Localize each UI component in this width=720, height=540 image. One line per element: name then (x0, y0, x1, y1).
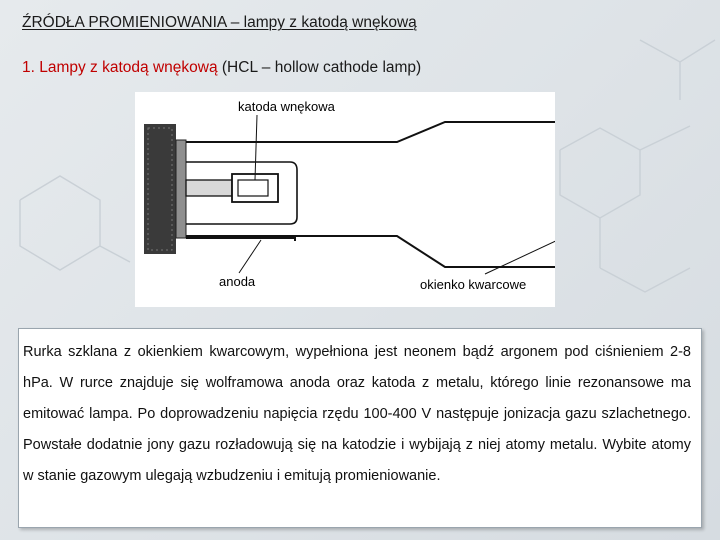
lamp-socket-ring (176, 140, 186, 238)
hollow-cathode-lamp-diagram (135, 92, 555, 307)
label-anode: anoda (219, 274, 256, 289)
slide-title: ŹRÓDŁA PROMIENIOWANIA – lampy z katodą wnękową (22, 14, 417, 31)
label-window: okienko kwarcowe (420, 277, 527, 292)
hollow-cathode-cavity (238, 180, 268, 196)
description-box (18, 328, 702, 528)
subtitle-main: 1. Lampy z katodą wnękową (22, 59, 218, 76)
leader-anode (239, 240, 261, 273)
label-cathode: katoda wnękowa (238, 99, 335, 114)
slide-subtitle (22, 59, 421, 77)
subtitle-english: (HCL – hollow cathode lamp) (217, 59, 422, 76)
cathode-support (186, 180, 232, 196)
leader-cathode (255, 115, 257, 180)
lamp-base-plate (144, 124, 176, 254)
description-text: Rurka szklana z okienkiem kwarcowym, wypełniona jest neonem bądź argonem pod ciśnieniem 2-8 hPa. W rurce znajduje się wolframowa anoda oraz katoda z metalu, którego linie rezonansowe ma emitować lampa. Po doprowadzeniu napięcia rzędu 100-400 V następuje jonizacja gazu szlachetnego. Powstałe dodatnie jony gazu rozładowują się na katodzie i wybijają z niej atomy metalu. Wybite atomy w stanie gazowym ulegają wzbudzeniu i emitują promieniowanie. (23, 344, 691, 484)
